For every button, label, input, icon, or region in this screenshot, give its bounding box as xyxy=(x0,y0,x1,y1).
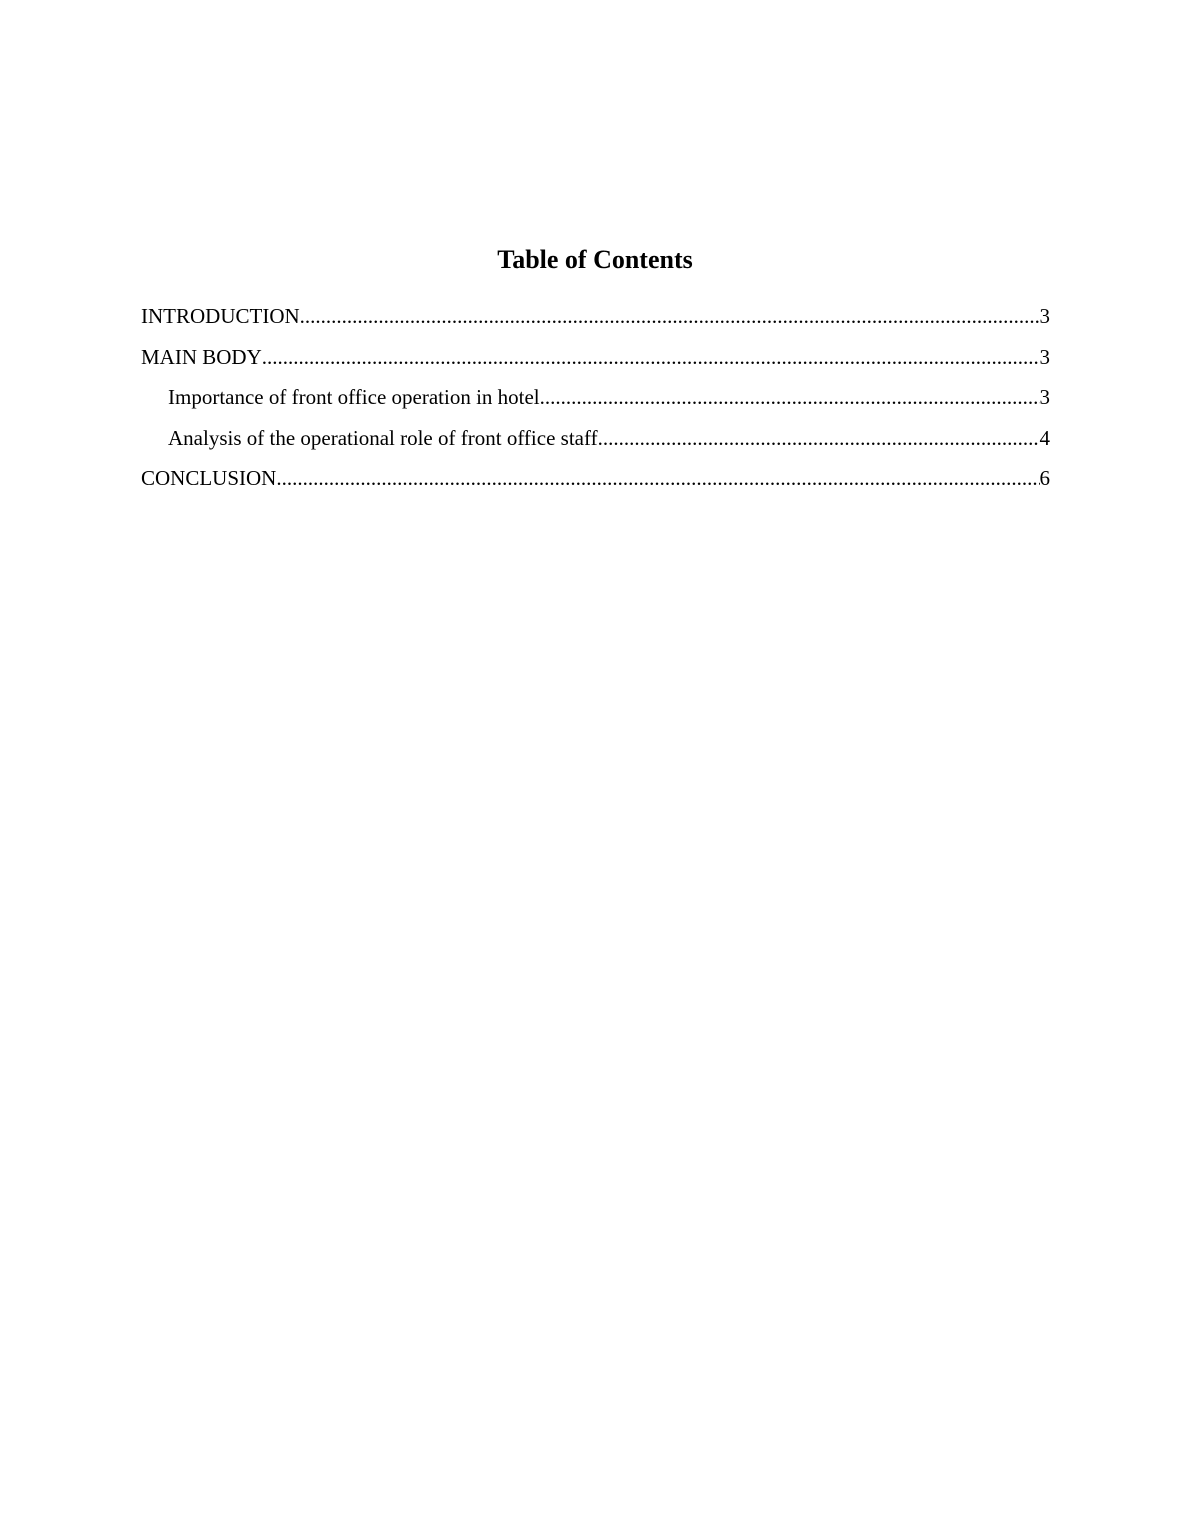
toc-entry-text: CONCLUSION xyxy=(141,466,277,490)
toc-page-number: 3 xyxy=(1039,304,1050,328)
toc-dot-leader xyxy=(598,422,1040,454)
toc-entry-text: INTRODUCTION xyxy=(141,304,300,328)
toc-list xyxy=(141,300,1050,503)
toc-page-number: 6 xyxy=(1039,466,1050,490)
toc-dot-leader xyxy=(262,341,1040,373)
toc-entry-main-body[interactable] xyxy=(141,341,1050,382)
toc-page-number: 4 xyxy=(1039,425,1050,450)
toc-entry-importance-front-office[interactable] xyxy=(141,381,1050,422)
toc-entry-introduction[interactable] xyxy=(141,300,1050,341)
toc-entry-text: Importance of front office operation in hotel xyxy=(168,385,540,409)
toc-title: Table of Contents xyxy=(497,245,693,274)
toc-entry-analysis-operational-role[interactable] xyxy=(141,422,1050,463)
toc-entry-conclusion[interactable] xyxy=(141,462,1050,503)
toc-dot-leader xyxy=(276,462,1039,494)
toc-page-number: 3 xyxy=(1039,344,1050,369)
toc-entry-text: MAIN BODY xyxy=(141,344,262,369)
toc-dot-leader xyxy=(300,300,1040,332)
toc-dot-leader xyxy=(540,381,1040,413)
toc-page-number: 3 xyxy=(1039,385,1050,409)
toc-entry-text: Analysis of the operational role of front office staff xyxy=(168,425,598,450)
